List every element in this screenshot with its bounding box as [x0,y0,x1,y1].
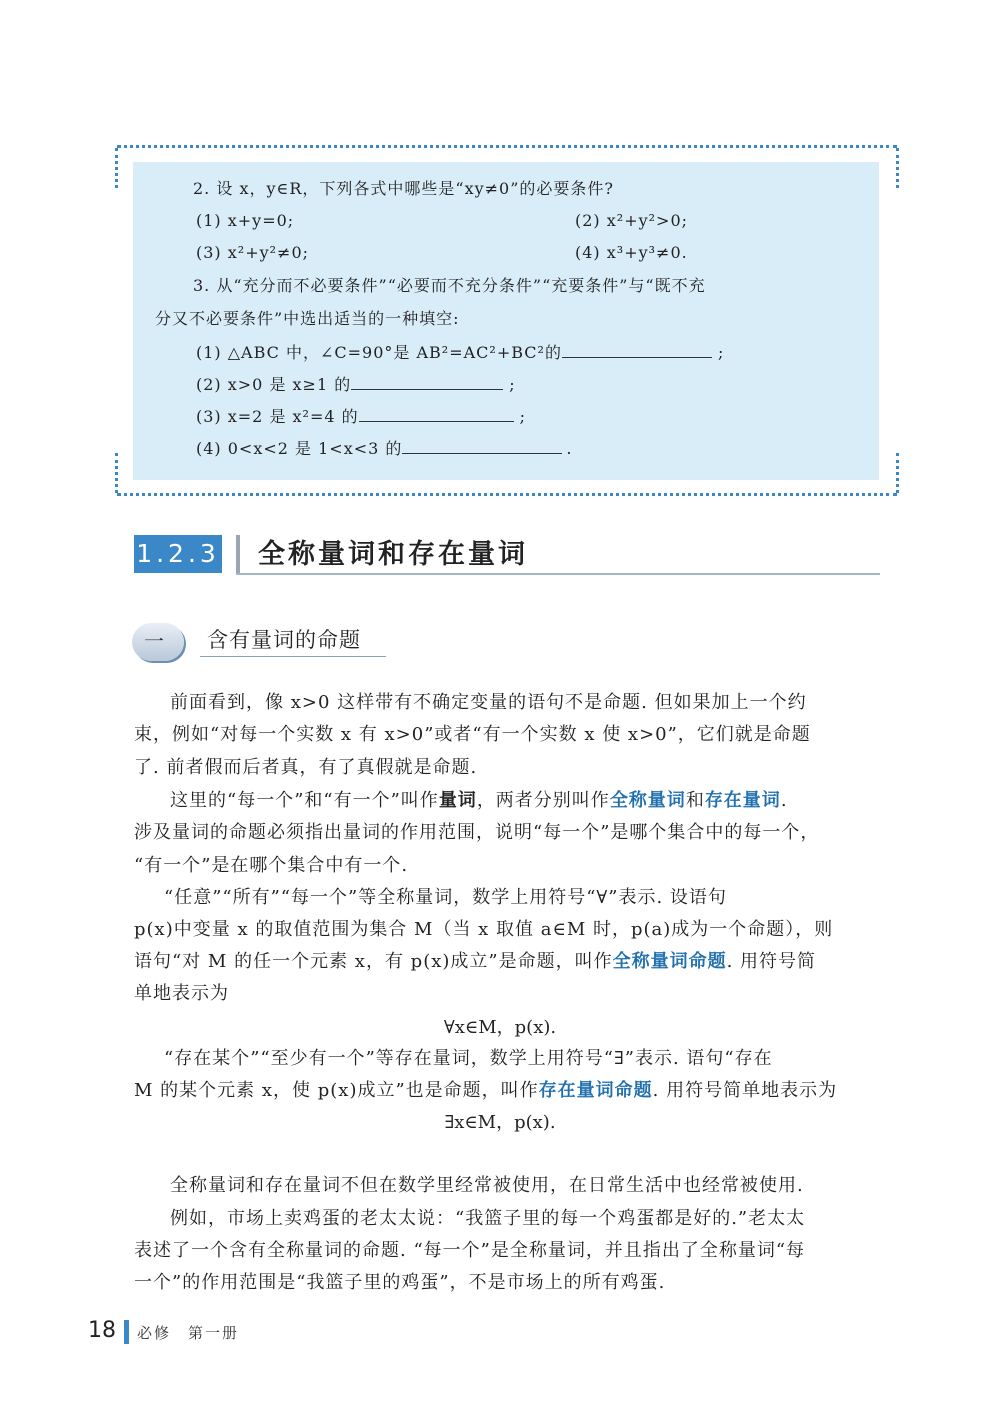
exercise-q3-item-text: (1) △ABC 中，∠C=90°是 AB²=AC²+BC²的 [196,343,562,362]
exercise-q3-item-end: ; [717,343,725,362]
paragraph-line: p(x)中变量 x 的取值范围为集合 M（当 x 取值 a∈M 时，p(a)成为一个命题），则 [134,919,834,940]
frame-corner [115,453,118,493]
exercise-q2-option: (4) x³+y³≠0. [575,243,688,262]
text-run: 这里的“每一个”和“有一个”叫作 [170,790,439,811]
paragraph-line: 一个”的作用范围是“我篮子里的鸡蛋”，不是市场上的所有鸡蛋. [134,1272,666,1293]
term-universal-quantifier: 全称量词 [609,790,686,811]
exercise-q3-item-text: (4) 0<x<2 是 1<x<3 的 [196,439,403,458]
exercise-q3-stem: 3. 从“充分而不必要条件”“必要而不充分条件”“充要条件”与“既不充 [193,276,706,295]
formula-universal: ∀x∈M，p(x). [443,1017,557,1038]
answer-blank [562,343,712,358]
paragraph-line: “任意”“所有”“每一个”等全称量词，数学上用符号“∀”表示. 设语句 [164,887,727,908]
text-run: 语句“对 M 的任一个元素 x，有 p(x)成立”是命题，叫作 [134,951,613,972]
book-title: 必修 第一册 [137,1324,240,1342]
paragraph-line: 涉及量词的命题必须指出量词的作用范围，说明“每一个”是哪个集合中的每一个， [134,822,820,843]
paragraph-line: 表述了一个含有全称量词的命题. “每一个”是全称量词，并且指出了全称量词“每 [134,1240,806,1261]
exercise-q2-option: (1) x+y=0; [196,211,295,230]
exercise-q3-stem: 分又不必要条件”中选出适当的一种填空: [155,309,460,328]
exercise-q3-item [196,438,573,460]
exercise-q3-item-end: ; [519,407,527,426]
text-run: . [780,790,788,811]
exercise-q2-stem: 2. 设 x，y∈R，下列各式中哪些是“xy≠0”的必要条件? [193,179,614,198]
exercise-q3-item [196,374,516,396]
paragraph-line: “有一个”是在哪个集合中有一个. [134,855,409,876]
footer-divider [124,1320,129,1344]
answer-blank [402,439,562,454]
page-number: 18 [88,1318,116,1343]
exercise-q3-item-end: . [566,439,573,458]
answer-blank [359,407,514,422]
exercise-q2-option: (3) x²+y²≠0; [196,243,310,262]
text-run: . 用符号简单地表示为 [652,1080,838,1101]
subsection-title: 含有量词的命题 [207,628,361,652]
text-run: ，两者分别叫作 [476,790,610,811]
section-divider [236,535,240,575]
term-existential-proposition: 存在量词命题 [538,1080,653,1101]
paragraph-line [134,1075,882,1107]
paragraph-line: 单地表示为 [134,983,229,1004]
paragraph-line [134,785,882,817]
term-quantifier: 量词 [438,790,477,811]
text-run: M 的某个元素 x，使 p(x)成立”也是命题，叫作 [134,1080,539,1101]
exercise-q3-item [196,406,526,428]
paragraph-line [134,946,882,978]
exercise-q3-item-text: (3) x=2 是 x²=4 的 [196,407,359,426]
section-number: 1.2.3 [134,535,222,573]
subsection-badge [132,623,184,661]
paragraph-line: 例如，市场上卖鸡蛋的老太太说：“我篮子里的每一个鸡蛋都是好的.”老太太 [170,1208,806,1229]
text-run: 和 [685,790,705,811]
exercise-q3-item-text: (2) x>0 是 x≥1 的 [196,375,352,394]
exercise-q3-item [196,342,724,364]
formula-existential: ∃x∈M，p(x). [444,1112,556,1133]
section-title: 全称量词和存在量词 [258,539,528,570]
term-existential-quantifier: 存在量词 [704,790,781,811]
subsection-badge-label: 一 [144,629,164,653]
paragraph-line: “存在某个”“至少有一个”等存在量词，数学上用符号“∃”表示. 语句“存在 [164,1048,773,1069]
paragraph-line: 全称量词和存在量词不但在数学里经常被使用，在日常生活中也经常被使用. [170,1175,804,1196]
term-universal-proposition: 全称量词命题 [612,951,727,972]
text-run: . 用符号简 [726,951,817,972]
exercise-q2-option: (2) x²+y²>0; [575,211,689,230]
frame-corner [115,148,118,188]
exercise-q3-item-end: ; [509,375,516,394]
subsection-underline [200,656,386,657]
answer-blank [351,375,503,390]
paragraph-line: 前面看到，像 x>0 这样带有不确定变量的语句不是命题. 但如果加上一个约 [170,692,807,713]
frame-corner [896,148,899,188]
paragraph-line: 束，例如“对每一个实数 x 有 x>0”或者“有一个实数 x 使 x>0”，它们就是命题 [134,724,811,745]
section-underline [236,573,880,575]
paragraph-line: 了. 前者假而后者真，有了真假就是命题. [134,757,478,778]
frame-corner [896,453,899,493]
